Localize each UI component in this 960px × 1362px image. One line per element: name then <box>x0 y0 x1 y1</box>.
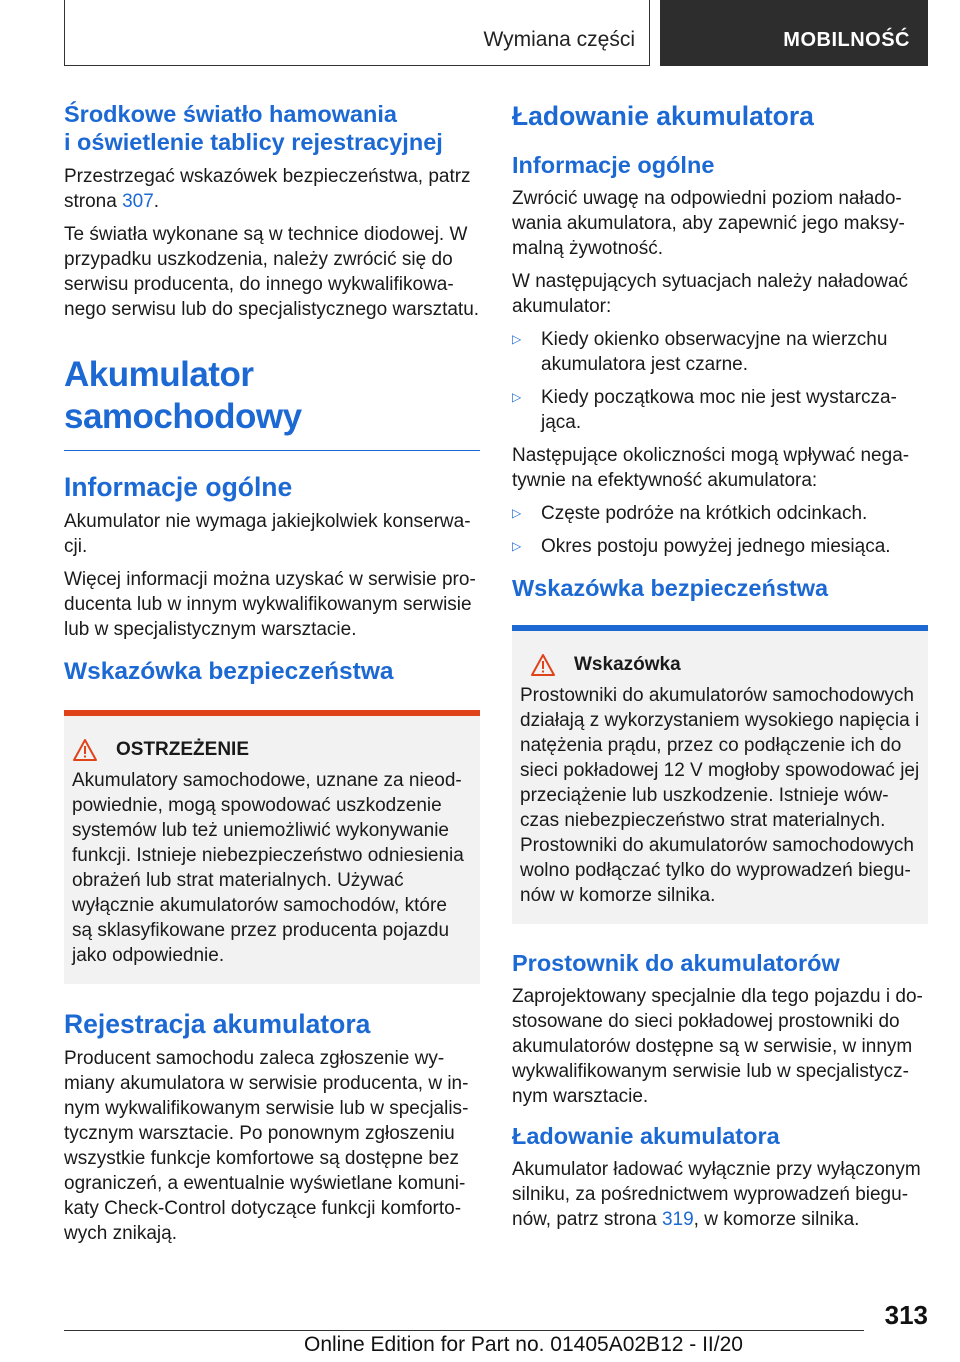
header-chapter-tab <box>660 0 928 66</box>
right-general-paragraph-3: Następujące okoliczności mogą wpływać negatywnie na efektywność akumulatora: <box>512 445 910 491</box>
brake-light-paragraph-2: Te światła wykonane są w technice diodowej. W przypadku uszkodzenia, należy zwrócić się do serwisu producenta, do innego wykwalifikowanego serwisu lub do specjalistycznego warsztatu. <box>64 224 480 320</box>
header-section-title: Wymiana części <box>483 28 635 51</box>
efficiency-factors-list <box>512 501 928 559</box>
warning-triangle-icon <box>530 653 556 677</box>
right-general-paragraph-2: W następujących sytuacjach należy naładować akumulator: <box>512 271 909 317</box>
warning-box <box>64 710 480 984</box>
note-box <box>512 625 928 924</box>
triangle-right-icon: ▷ <box>512 332 522 346</box>
registration-heading: Rejestracja akumulatora <box>64 1009 371 1039</box>
charger-text: Zaprojektowany specjalnie dla tego pojazdu i dostosowane do sieci pokładowej prostowniki do akumulatorów dostępne są w serwisie, w innym wykwalifikowanym serwisie lub w specjalistycznym warsztacie. <box>512 986 923 1107</box>
charging-sub-text-end: , w komorze silnika. <box>693 1209 860 1230</box>
list-item-text: Okres postoju powyżej jednego miesiąca. <box>541 536 891 557</box>
list-item <box>512 501 928 526</box>
general-info-paragraph-2: Więcej informacji można uzyskać w serwisie producenta lub w innym wykwalifikowanym serwisie lub w specjalistycznym warsztacie. <box>64 569 476 640</box>
charging-sub-text-main: Akumulator ładować wyłącznie przy wyłączonym silniku, za pośrednictwem wyprowadzeń biegunów, patrz strona <box>512 1159 921 1230</box>
right-general-paragraph-1: Zwrócić uwagę na odpowiedni poziom naładowania akumulatora, aby zapewnić jego maksymalną żywotność. <box>512 188 905 259</box>
triangle-right-icon: ▷ <box>512 539 522 553</box>
triangle-right-icon: ▷ <box>512 506 522 520</box>
note-label: Wskazówka <box>574 654 681 675</box>
page-link-319[interactable]: 319 <box>661 1209 694 1230</box>
brake-p1-end: . <box>153 191 160 212</box>
list-item-text: Kiedy okienko obserwacyjne na wierzchu akumulatora jest czarne. <box>541 329 888 375</box>
list-item-text: Częste podróże na krótkich odcinkach. <box>541 503 868 524</box>
general-info-paragraph-1: Akumulator nie wymaga jakiejkolwiek konserwacji. <box>64 511 471 557</box>
brake-light-paragraph-1 <box>64 164 480 214</box>
charging-heading: Ładowanie akumulatora <box>512 101 814 131</box>
battery-chapter-heading: Akumulator samochodowy <box>64 354 480 451</box>
footer-edition: Online Edition for Part no. 01405A02B12 - II/20 <box>304 1333 743 1356</box>
brake-light-heading-line2: i oświetlenie tablicy rejestracyjnej <box>64 129 443 155</box>
right-general-info-heading: Informacje ogólne <box>512 152 715 178</box>
charging-sub-heading: Ładowanie akumulatora <box>512 1123 780 1149</box>
list-item <box>512 327 928 377</box>
safety-heading-right: Wskazówka bezpieczeństwa <box>512 575 829 601</box>
general-info-heading: Informacje ogólne <box>64 472 293 502</box>
brake-light-heading-line1: Środkowe światło hamowania <box>64 101 397 127</box>
brake-light-heading <box>64 100 480 156</box>
registration-text: Producent samochodu zaleca zgłoszenie wymiany akumulatora w serwisie producenta, w innym wykwalifikowanym serwisie lub w specjalistycznym warsztacie. Po ponownym zgłoszeniu wszystkie funkcje komfortowe są dostępne bez ograniczeń, a ewentualnie wyświetlane komunikaty Check-Control dotyczące funkcji komfortowych znikają. <box>64 1048 469 1244</box>
warning-label: OSTRZEŻENIE <box>116 739 250 760</box>
warning-text: Akumulatory samochodowe, uznane za nieodpowiednie, mogą spowodować uszkodzenie systemów lub też uniemożliwić wykonywanie funkcji. Istnieje niebezpieczeństwo odniesienia obrażeń lub strat materialnych. Używać wyłącznie akumulatorów samochodów, które są sklasyfikowane przez producenta pojazdu jako odpowiednie. <box>72 770 464 966</box>
warning-triangle-icon <box>72 738 98 762</box>
left-column <box>64 100 480 1254</box>
list-item <box>512 534 928 559</box>
warning-box-title <box>72 738 472 762</box>
safety-heading-left: Wskazówka bezpieczeństwa <box>64 658 394 685</box>
triangle-right-icon: ▷ <box>512 390 522 404</box>
header-section-frame <box>64 0 650 66</box>
charging-situations-list <box>512 327 928 435</box>
footer-divider <box>64 1330 864 1331</box>
list-item-text: Kiedy początkowa moc nie jest wystarczająca. <box>541 387 897 433</box>
charger-heading: Prostownik do akumulatorów <box>512 950 840 976</box>
page-link-307[interactable]: 307 <box>122 191 154 212</box>
list-item <box>512 385 928 435</box>
right-column <box>512 100 928 1240</box>
brake-p1-text: Przestrzegać wskazówek bezpieczeństwa, patrz strona <box>64 166 471 212</box>
note-box-title <box>520 653 920 677</box>
note-text: Prostowniki do akumulatorów samochodowych działają z wykorzystaniem wysokiego napięcia i natężenia prądu, przez co podłączenie ich do sieci pokładowej 12 V mogłoby spowodować jej przeciążenie lub uszkodzenie. Istnieje wówczas niebezpieczeństwo strat materialnych. Prostowniki do akumulatorów samochodowych wolno podłączać tylko do wyprowadzeń biegunów w komorze silnika. <box>520 685 920 906</box>
header-chapter-title: MOBILNOŚĆ <box>783 29 910 51</box>
page-number: 313 <box>884 1300 928 1330</box>
charging-sub-text <box>512 1157 928 1232</box>
